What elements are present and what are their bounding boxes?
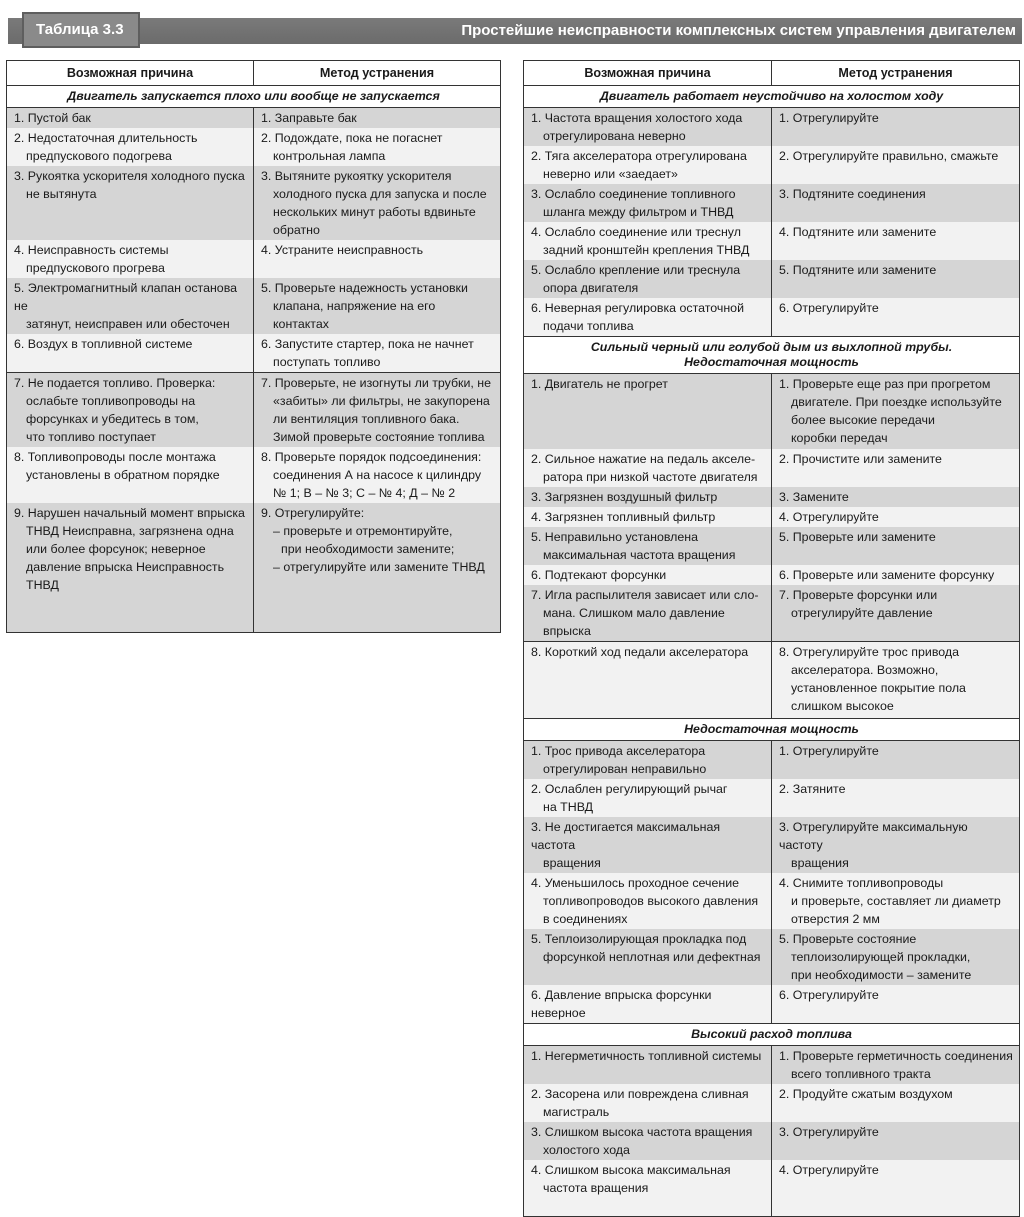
table-row <box>524 1160 1020 1217</box>
table-row <box>524 527 1020 565</box>
table-title: Простейшие неисправности комплексных систем управления двигателем <box>461 22 1016 39</box>
cell-line: 5. Теплоизолирующая прокладка под <box>531 932 747 946</box>
cell-line: 3. Подтяните соединения <box>779 187 926 201</box>
table-row <box>7 240 501 278</box>
cell-line: 3. Отрегулируйте максимальную частоту <box>779 820 968 852</box>
cell-line: 4. Уменьшилось проходное сечение <box>531 876 740 890</box>
table-banner <box>8 12 1022 44</box>
table-row <box>7 334 501 373</box>
cell-line: 3. Ослабло соединение топливного <box>531 187 736 201</box>
table-row <box>7 128 501 166</box>
table-row <box>524 449 1020 487</box>
left-rows <box>7 108 501 633</box>
right-rows-2 <box>524 374 1020 719</box>
cell-line: 5. Проверьте надежность установки <box>261 281 468 295</box>
cell-line: – проверьте и отремонтируйте, <box>273 524 453 538</box>
cell-line: 2. Ослаблен регулирующий рычаг <box>531 782 728 796</box>
cause-cell <box>524 507 772 527</box>
cell-line: 6. Подтекают форсунки <box>531 568 667 582</box>
cell-line: на ТНВД <box>543 800 594 814</box>
cell-line: 9. Отрегулируйте: <box>261 506 365 520</box>
cell-line: 2. Прочистите или замените <box>779 452 942 466</box>
table-row <box>524 146 1020 184</box>
cell-line: соединения А на насосе к цилиндру <box>273 468 482 482</box>
cell-line: 7. Игла распылителя зависает или сло- <box>531 588 759 602</box>
cause-cell <box>524 487 772 507</box>
table-row <box>524 873 1020 929</box>
cell-line: 5. Неправильно установлена <box>531 530 699 544</box>
cell-line: 4. Отрегулируйте <box>779 1163 879 1177</box>
cell-line: 8. Короткий ход педали акселератора <box>531 645 749 659</box>
fix-cell <box>772 487 1020 507</box>
table-row <box>524 184 1020 222</box>
cell-line: 6. Проверьте или замените форсунку <box>779 568 995 582</box>
fix-cell <box>772 298 1020 337</box>
cell-line: отрегулирована неверно <box>543 129 686 143</box>
table-row <box>524 741 1020 780</box>
cell-line: слишком высокое <box>791 699 894 713</box>
cell-line: нескольких минут работы вдвиньте <box>273 205 476 219</box>
cell-line: 3. Рукоятка ускорителя холодного пуска <box>14 169 245 183</box>
table-row <box>524 1084 1020 1122</box>
cell-line: вращения <box>791 856 849 870</box>
right-rows-3 <box>524 741 1020 1024</box>
cell-line: 1. Пустой бак <box>14 111 91 125</box>
cell-line: 8. Отрегулируйте трос привода <box>779 645 960 659</box>
cell-line: поступать топливо <box>273 355 381 369</box>
cell-line: 7. Проверьте, не изогнуты ли трубки, не <box>261 376 492 390</box>
cell-line: холодного пуска для запуска и после <box>273 187 487 201</box>
cell-line: 3. Не достигается максимальная частота <box>531 820 721 852</box>
cell-line: 2. Засорена или повреждена сливная <box>531 1087 749 1101</box>
fix-cell <box>254 334 501 373</box>
cell-line: 2. Недостаточная длительность <box>14 131 198 145</box>
cause-cell <box>524 146 772 184</box>
cell-line: опора двигателя <box>543 281 639 295</box>
cell-line: 4. Загрязнен топливный фильтр <box>531 510 716 524</box>
cell-line: 6. Отрегулируйте <box>779 301 879 315</box>
cell-line: 7. Проверьте форсунки или <box>779 588 938 602</box>
cell-line: 4. Слишком высока максимальная <box>531 1163 731 1177</box>
table-row <box>524 642 1020 719</box>
cell-line: обратно <box>273 223 320 237</box>
cause-cell <box>524 929 772 985</box>
cell-line: № 1; В – № 3; С – № 4; Д – № 2 <box>273 486 456 500</box>
right-rows-1 <box>524 108 1020 337</box>
cell-line: при необходимости – замените <box>791 968 972 982</box>
cell-line: 1. Заправьте бак <box>261 111 357 125</box>
cause-cell <box>524 817 772 873</box>
cause-cell <box>524 374 772 450</box>
cell-line: 1. Отрегулируйте <box>779 744 879 758</box>
fix-cell <box>772 873 1020 929</box>
cell-line: акселератора. Возможно, <box>791 663 939 677</box>
fix-cell <box>254 278 501 334</box>
header-cause: Возможная причина <box>524 61 772 86</box>
cell-line: 6. Давление впрыска форсунки неверное <box>531 988 712 1020</box>
fix-cell <box>772 527 1020 565</box>
fix-cell <box>772 1160 1020 1217</box>
cell-line: всего топливного тракта <box>791 1067 931 1081</box>
cell-line: частота вращения <box>543 1181 649 1195</box>
cell-line: 9. Нарушен начальный момент впрыска <box>14 506 245 520</box>
cell-line: 3. Замените <box>779 490 849 504</box>
cell-line: 5. Электромагнитный клапан останова не <box>14 281 238 313</box>
table-row <box>524 260 1020 298</box>
cell-line: в соединениях <box>543 912 628 926</box>
cell-line: неверно или «заедает» <box>543 167 678 181</box>
cell-line: ослабьте топливопроводы на <box>26 394 196 408</box>
fix-cell <box>254 373 501 448</box>
cell-line: 1. Отрегулируйте <box>779 111 879 125</box>
cell-line: «забиты» ли фильтры, не закупорена <box>273 394 490 408</box>
cell-line: 6. Запустите стартер, пока не начнет <box>261 337 474 351</box>
table-row <box>524 779 1020 817</box>
cause-cell <box>7 166 254 240</box>
fix-cell <box>254 240 501 278</box>
cell-line: 4. Отрегулируйте <box>779 510 879 524</box>
table-row <box>524 222 1020 260</box>
cell-line: установлены в обратном порядке <box>26 468 220 482</box>
fix-cell <box>772 779 1020 817</box>
cell-line: 2. Тяга акселератора отрегулирована <box>531 149 747 163</box>
cell-line: 7. Не подается топливо. Проверка: <box>14 376 216 390</box>
cause-cell <box>524 741 772 780</box>
cause-cell <box>524 184 772 222</box>
cell-line: форсунках и убедитесь в том, <box>26 412 199 426</box>
cell-line: теплоизолирующей прокладки, <box>791 950 971 964</box>
right-rows-4 <box>524 1046 1020 1217</box>
fix-cell <box>254 166 501 240</box>
cause-cell <box>524 565 772 585</box>
cause-cell <box>524 985 772 1024</box>
cell-line: двигателе. При поездке используйте <box>791 395 1002 409</box>
cause-cell <box>524 873 772 929</box>
cell-line: 2. Сильное нажатие на педаль акселе- <box>531 452 756 466</box>
table-row <box>7 166 501 240</box>
fix-cell <box>772 741 1020 780</box>
table-row <box>524 1046 1020 1085</box>
cell-line: топливопроводов высокого давления <box>543 894 759 908</box>
cell-line: 4. Снимите топливопроводы <box>779 876 944 890</box>
fix-cell <box>772 985 1020 1024</box>
cell-line: 3. Слишком высока частота вращения <box>531 1125 753 1139</box>
cell-line: 4. Ослабло соединение или треснул <box>531 225 741 239</box>
cell-line: 4. Подтяните или замените <box>779 225 937 239</box>
table-row <box>524 585 1020 642</box>
cause-cell <box>7 503 254 633</box>
cell-line: 1. Трос привода акселератора <box>531 744 706 758</box>
fix-cell <box>772 374 1020 450</box>
fix-cell <box>254 128 501 166</box>
fix-cell <box>254 108 501 129</box>
table-row <box>7 373 501 448</box>
cell-line: 1. Частота вращения холостого хода <box>531 111 743 125</box>
cell-line: давление впрыска Неисправность <box>26 560 225 574</box>
cause-cell <box>524 527 772 565</box>
cell-line: более высокие передачи <box>791 413 935 427</box>
cell-line: предпускового прогрева <box>26 261 165 275</box>
table-number-tab: Таблица 3.3 <box>22 12 140 48</box>
cell-line: 8. Проверьте порядок подсоединения: <box>261 450 482 464</box>
table-row <box>524 985 1020 1024</box>
cell-line: при необходимости замените; <box>281 542 455 556</box>
table-row <box>524 929 1020 985</box>
cell-line: магистраль <box>543 1105 610 1119</box>
cell-line: 8. Топливопроводы после монтажа <box>14 450 216 464</box>
cell-line: отверстия 2 мм <box>791 912 880 926</box>
cell-line: 4. Неисправность системы <box>14 243 169 257</box>
fix-cell <box>772 817 1020 873</box>
table-row <box>524 487 1020 507</box>
cell-line: 6. Отрегулируйте <box>779 988 879 1002</box>
table-row <box>7 108 501 129</box>
fix-cell <box>254 447 501 503</box>
fix-cell <box>772 929 1020 985</box>
table-row <box>7 503 501 633</box>
cell-line: подачи топлива <box>543 319 634 333</box>
cause-cell <box>7 334 254 373</box>
fix-cell <box>772 260 1020 298</box>
cell-line: установленное покрытие пола <box>791 681 966 695</box>
cell-line: ТНВД Неисправна, загрязнена одна <box>26 524 234 538</box>
cell-line: 5. Ослабло крепление или треснула <box>531 263 741 277</box>
cell-line: 2. Затяните <box>779 782 846 796</box>
table-row <box>7 278 501 334</box>
left-table <box>6 60 501 633</box>
fix-cell <box>772 222 1020 260</box>
cell-line: холостого хода <box>543 1143 630 1157</box>
cell-line: не вытянута <box>26 187 97 201</box>
section-title: Двигатель работает неустойчиво на холостом ходу <box>524 86 1020 108</box>
cell-line: отрегулирован неправильно <box>543 762 707 776</box>
cause-cell <box>524 298 772 337</box>
cell-line: 1. Проверьте герметичность соединения <box>779 1049 1013 1063</box>
header-fix: Метод устранения <box>772 61 1020 86</box>
cell-line: предпускового подогрева <box>26 149 172 163</box>
cell-line: клапана, напряжение на его контактах <box>273 299 436 331</box>
cell-line: контрольная лампа <box>273 149 386 163</box>
cell-line: ли вентиляция топливного бака. <box>273 412 460 426</box>
cell-line: – отрегулируйте или замените ТНВД <box>273 560 485 574</box>
cell-line: задний кронштейн крепления ТНВД <box>543 243 750 257</box>
cause-cell <box>7 240 254 278</box>
cell-line: форсункой неплотная или дефектная <box>543 950 761 964</box>
section-title <box>524 337 1020 374</box>
cell-line: 1. Негерметичность топливной системы <box>531 1049 762 1063</box>
cell-line: коробки передач <box>791 431 888 445</box>
cause-cell <box>7 128 254 166</box>
cause-cell <box>524 108 772 147</box>
fix-cell <box>254 503 501 633</box>
cause-cell <box>524 585 772 642</box>
cell-line: 6. Воздух в топливной системе <box>14 337 193 351</box>
cell-line: 4. Устраните неисправность <box>261 243 424 257</box>
cause-cell <box>524 1122 772 1160</box>
fix-cell <box>772 184 1020 222</box>
fix-cell <box>772 108 1020 147</box>
table-row <box>524 108 1020 147</box>
cell-line: что топливо поступает <box>26 430 156 444</box>
cell-line: отрегулируйте давление <box>791 606 933 620</box>
fix-cell <box>772 1122 1020 1160</box>
cell-line: вращения <box>543 856 601 870</box>
table-row <box>524 298 1020 337</box>
cell-line: затянут, неисправен или обесточен <box>26 317 230 331</box>
cell-line: 2. Продуйте сжатым воздухом <box>779 1087 953 1101</box>
cell-line: или более форсунок; неверное <box>26 542 206 556</box>
cause-cell <box>524 779 772 817</box>
cause-cell <box>7 447 254 503</box>
fix-cell <box>772 1084 1020 1122</box>
table-row <box>524 507 1020 527</box>
cause-cell <box>524 1046 772 1085</box>
header-cause: Возможная причина <box>7 61 254 86</box>
table-row <box>7 447 501 503</box>
fix-cell <box>772 507 1020 527</box>
section-title-line1: Сильный черный или голубой дым из выхлопной трубы. <box>590 340 953 354</box>
cell-line: 2. Подождате, пока не погаснет <box>261 131 443 145</box>
table-row <box>524 565 1020 585</box>
table-row <box>524 1122 1020 1160</box>
cell-line: ТНВД <box>26 578 59 592</box>
cause-cell <box>524 260 772 298</box>
cell-line: 3. Вытяните рукоятку ускорителя <box>261 169 452 183</box>
cell-line: ратора при низкой частоте двигателя <box>543 470 758 484</box>
cell-line: 5. Проверьте или замените <box>779 530 936 544</box>
cause-cell <box>524 222 772 260</box>
cell-line: 5. Проверьте состояние <box>779 932 917 946</box>
cell-line: 6. Неверная регулировка остаточной <box>531 301 744 315</box>
section-title: Двигатель запускается плохо или вообще не запускается <box>7 86 501 108</box>
fix-cell <box>772 585 1020 642</box>
table-row <box>524 817 1020 873</box>
section-title-line2: Недостаточная мощность <box>684 355 859 369</box>
cause-cell <box>7 108 254 129</box>
cell-line: и проверьте, составляет ли диаметр <box>791 894 1001 908</box>
cause-cell <box>524 449 772 487</box>
cause-cell <box>7 373 254 448</box>
cell-line: 3. Загрязнен воздушный фильтр <box>531 490 718 504</box>
fix-cell <box>772 449 1020 487</box>
cell-line: мана. Слишком мало давление впрыска <box>543 606 725 638</box>
cause-cell <box>524 642 772 719</box>
fix-cell <box>772 1046 1020 1085</box>
cell-line: максимальная частота вращения <box>543 548 736 562</box>
cause-cell <box>524 1084 772 1122</box>
cause-cell <box>524 1160 772 1217</box>
section-title: Высокий расход топлива <box>524 1024 1020 1046</box>
cell-line: 1. Проверьте еще раз при прогретом <box>779 377 991 391</box>
cell-line: 3. Отрегулируйте <box>779 1125 879 1139</box>
cell-line: 2. Отрегулируйте правильно, смажьте <box>779 149 999 163</box>
cell-line: Зимой проверьте состояние топлива <box>273 430 485 444</box>
table-row <box>524 374 1020 450</box>
section-title: Недостаточная мощность <box>524 719 1020 741</box>
cell-line: 1. Двигатель не прогрет <box>531 377 668 391</box>
cell-line: 5. Подтяните или замените <box>779 263 937 277</box>
cause-cell <box>7 278 254 334</box>
cell-line: шланга между фильтром и ТНВД <box>543 205 734 219</box>
fix-cell <box>772 146 1020 184</box>
fix-cell <box>772 642 1020 719</box>
header-fix: Метод устранения <box>254 61 501 86</box>
fix-cell <box>772 565 1020 585</box>
right-table <box>523 60 1020 1217</box>
